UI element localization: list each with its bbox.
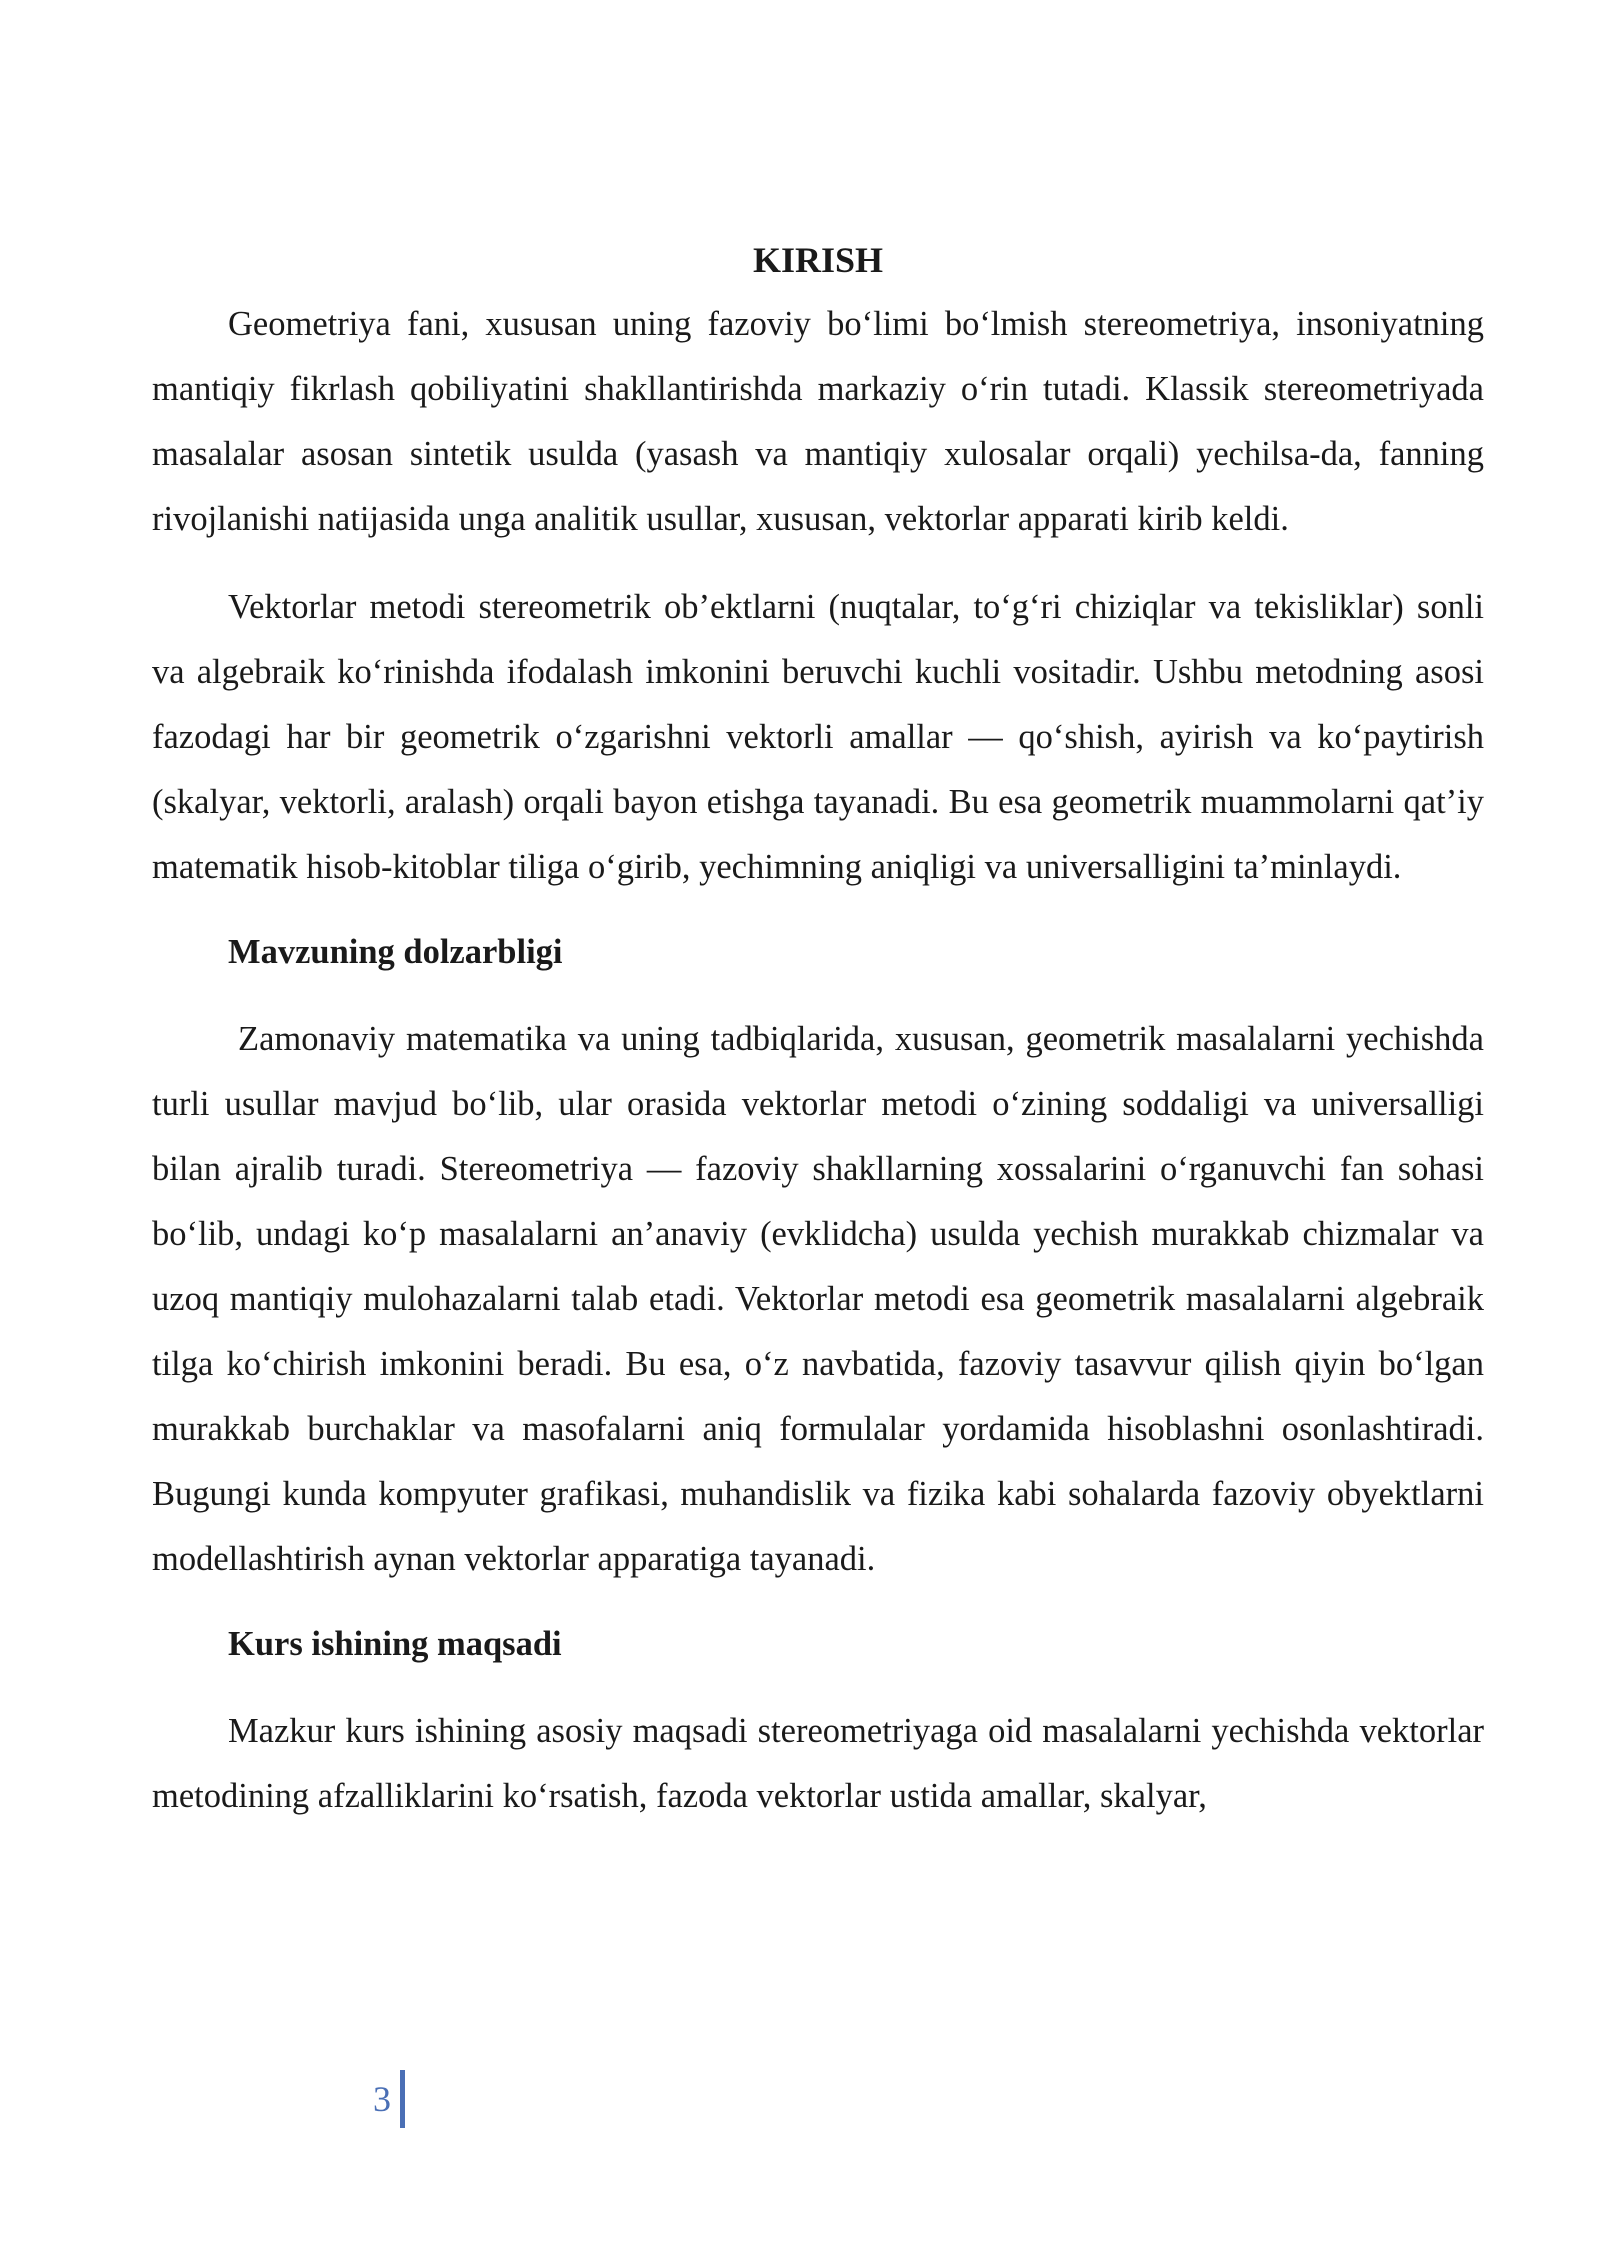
document-body	[152, 228, 1484, 1829]
page-number-divider	[400, 2070, 405, 2128]
section-heading-goal: Kurs ishining maqsadi	[228, 1625, 562, 1663]
goal-paragraph: Mazkur kurs ishining asosiy maqsadi stereometriyaga oid masalalarni yechishda vektorlar metodining afzalliklarini ko‘rsatish, fazoda vektorlar ustida amallar, skalyar,	[152, 1712, 1484, 1815]
intro-paragraph-1: Geometriya fani, xususan uning fazoviy bo‘limi bo‘lmish stereometriya, insoniyatning mantiqiy fikrlash qobiliyatini shakllantirishda markaziy o‘rin tutadi. Klassik stereometriyada masalalar asosan sintetik usulda (yasash va mantiqiy xulosalar orqali) yechilsa-da, fanning rivojlanishi natijasida unga analitik usullar, xususan, vektorlar apparati kirib keldi.	[152, 305, 1484, 538]
intro-paragraph-2: Vektorlar metodi stereometrik ob’ektlarni (nuqtalar, to‘g‘ri chiziqlar va tekisliklar) sonli va algebraik ko‘rinishda ifodalash imkonini beruvchi kuchli vositadir. Ushbu metodning asosi fazodagi har bir geometrik o‘zgarishni vektorli amallar — qo‘shish, ayirish va ko‘paytirish (skalyar, vektorli, aralash) orqali bayon etishga tayanadi. Bu esa geometrik muammolarni qat’iy matematik hisob-kitoblar tiliga o‘girib, yechimning aniqligi va universalligini ta’minlaydi.	[152, 588, 1484, 886]
document-title: KIRISH	[752, 240, 884, 280]
relevance-paragraph: Zamonaviy matematika va uning tadbiqlarida, xususan, geometrik masalalarni yechishda turli usullar mavjud bo‘lib, ular orasida vektorlar metodi o‘zining soddaligi va universalligi bilan ajralib turadi. Stereometriya — fazoviy shakllarning xossalarini o‘rganuvchi fan sohasi bo‘lib, undagi ko‘p masalalarni an’anaviy (evklidcha) usulda yechish murakkab chizmalar va uzoq mantiqiy mulohazalarni talab etadi. Vektorlar metodi esa geometrik masalalarni algebraik tilga ko‘chirish imkonini beradi. Bu esa, o‘z navbatida, fazoviy tasavvur qilish qiyin bo‘lgan murakkab burchaklar va masofalarni aniq formulalar yordamida hisoblashni osonlashtiradi. Bugungi kunda kompyuter grafikasi, muhandislik va fizika kabi sohalarda fazoviy obyektlarni modellashtirish aynan vektorlar apparatiga tayanadi.	[152, 1020, 1484, 1578]
section-heading-relevance: Mavzuning dolzarbligi	[228, 933, 563, 971]
page-number: 3	[373, 2079, 391, 2119]
page-footer	[373, 2070, 405, 2128]
